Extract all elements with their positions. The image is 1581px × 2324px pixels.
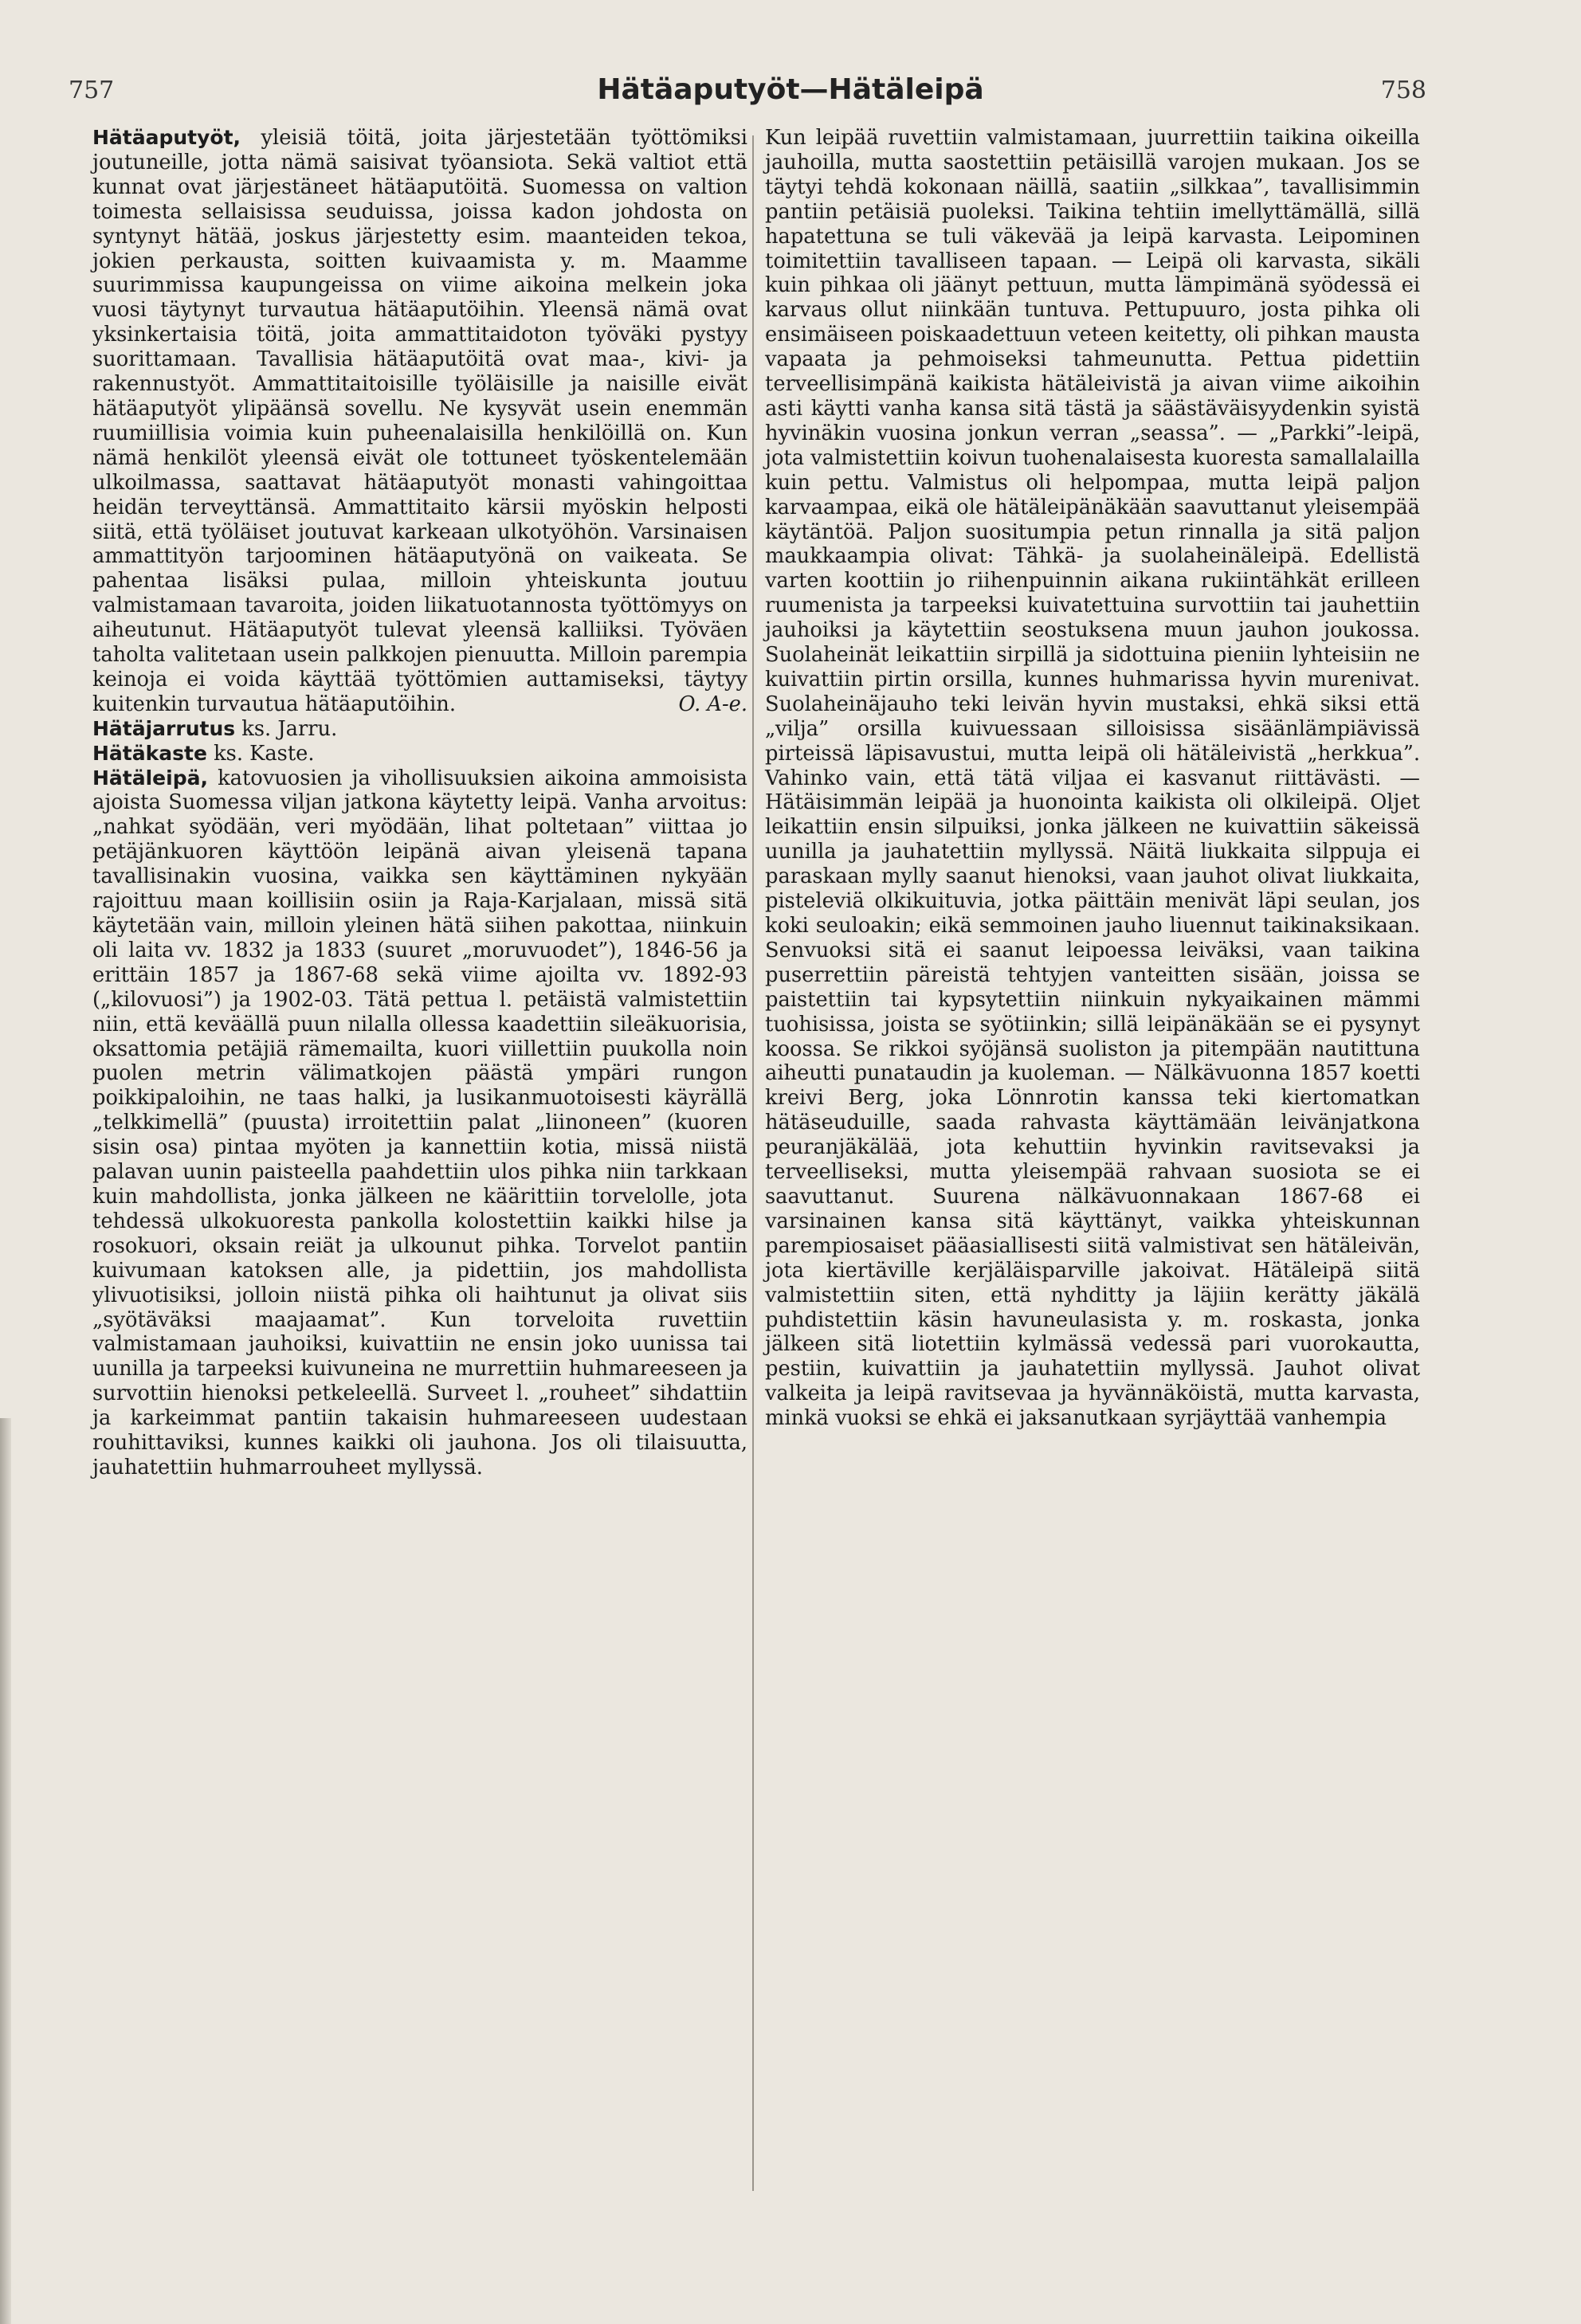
headword: Hätäkaste	[92, 741, 207, 765]
entry-continuation: Kun leipää ruvettiin valmistamaan, juurrettiin taikina oikeilla jauhoilla, mutta saostettiin petäisillä varojen mukaan. Jos se täytyi tehdä kokonaan näillä, saatiin „silkkaa”, tavallisimmin pantiin petäisiä puoleksi. Taikina tehtiin imellyttämällä, sillä hapatettuna se tuli väkevää ja leipä karvasta. Leipominen toimitettiin tavalliseen tapaan. — Leipä oli karvasta, sikäli kuin pihkaa oli jäänyt pettuun, mutta lämpimänä syödessä ei karvaus ollut niinkään tuntuva. Pettupuuro, josta pihka oli ensimäiseen poiskaadettuun veteen keitetty, oli pihkan mausta vapaata ja pehmoiseksi tahmeunutta. Pettua pidettiin terveellisimpänä kaikista hätäleivistä ja aivan viime aikoihin asti käytti vanha kansa sitä tästä ja säästäväisyydenkin syistä hyvinäkin vuosina jonkun verran „seassa”. — „Parkki”-leipä, jota valmistettiin koivun tuohenalaisesta kuoresta samallalailla kuin pettu. Valmistus oli helpompaa, mutta leipä paljon karvaampaa, eikä ole hätäleipänäkään saavuttanut yleisempää käytäntöä. Paljon suositumpia petun rinnalla ja sitä paljon maukkaampia olivat: Tähkä- ja suolaheinäleipä. Edellistä varten koottiin jo riihenpuinnin aikana rukiintähkät erilleen ruumenista ja tarpeeksi kuivatettuina survottiin tai jauhettiin jauhoiksi ja käytettiin seostuksena muun jauhon joukossa. Suolaheinät leikattiin sirpillä ja sidottuina pieniin lyhteisiin ne kuivattiin pirtin orsilla, kunnes huhmarissa hyvin murenivat. Suolaheinäjauho teki leivän hyvin mustaksi, ehkä siksi että „vilja” orsilla kuivuessaan silloisissa sisäänlämpiävissä pirteissä läpisavustui, mutta leipä oli hätäleivistä „herkkua”. Vahinko vain, että tätä viljaa ei kasvanut riittävästi. — Hätäisimmän leipää ja huonointa kaikista oli olkileipä. Oljet leikattiin ensin silpuiksi, jonka jälkeen ne kuivattiin säkeissä uunilla ja jauhatettiin myllyssä. Näitä liukkaita silppuja ei paraskaan mylly saanut hienoksi, vaan jauhot olivat liukkaita, pisteleviä olkikuituvia, jotka päittäin menivät läpi seulan, jos koki seuloakin; eikä semmoinen jauho liuennut taikinaksikaan. Senvuoksi sitä ei saanut leipoessa leiväksi, vaan taikina puserrettiin päreistä tehtyjen vanteitten sisään, joissa se paistettiin tai kypsytettiin niinkuin nykyaikainen mämmi tuohisissa, joista se syötiinkin; sillä leipänäkään se ei pysynyt koossa. Se rikkoi syöjänsä suoliston ja pitempään nautittuna aiheutti punataudin ja kuoleman. — Nälkävuonna 1857 koetti kreivi Berg, joka Lönnrotin kanssa teki kiertomatkan hätäseuduille, saada rahvasta käyttämään leivänjatkona peuranjäkälää, jota kehuttiin hyvinkin ravitsevaksi ja terveelliseksi, mutta yleisempää rahvaan suosiota se ei saavuttanut. Suurena nälkävuonnakaan 1867-68 ei varsinainen kansa sitä käyttänyt, vaikka yhteiskunnan parempiosaiset pääasiallisesti siitä valmistivat sen hätäleivän, jota kiertäville kerjäläisparville jakoivat. Hätäleipä siitä valmistettiin siten, että nyhditty ja läjiin kerätty jäkälä puhdistettiin käsin havuneulasista y. m. roskasta, jonka jälkeen sitä liotettiin kylmässä vedessä pari vuorokautta, pestiin, kuivattiin ja jauhatettiin myllyssä. Jauhot olivat valkeita ja leipä ravitsevaa ja hyvännäköistä, mutta karvasta, minkä vuoksi se ehkä ei jaksanutkaan syrjäyttää vanhempia	[765, 126, 1420, 1431]
headword: Hätäaputyöt,	[92, 126, 241, 149]
entry-hatakaste	[92, 742, 747, 766]
author-signature: O. A-e.	[678, 692, 747, 716]
entry-text: yleisiä töitä, joita järjestetään työttömiksi joutuneille, jotta nämä saisivat työansiota. Sekä valtiot että kunnat ovat järjestäneet hätäaputöitä. Suomessa on valtion toimesta sellaisissa seuduissa, joissa kadon johdosta on syntynyt hätää, joskus järjestetty esim. maanteiden tekoa, jokien perkausta, soitten kuivaamista y. m. Maamme suurimmissa kaupungeissa on viime aikoina melkein joka vuosi täytynyt turvautua hätäaputöihin. Yleensä nämä ovat yksinkertaisia töitä, joita ammattitaidoton työväki pystyy suorittamaan. Tavallisia hätäaputöitä ovat maa-, kivi- ja rakennustyöt. Ammattitaitoisille työläisille ja naisille eivät hätäaputyöt ylipäänsä sovellu. Ne kysyvät usein enemmän ruumiillisia voimia kuin puheenalaisilla henkilöillä on. Kun nämä henkilöt yleensä eivät ole tottuneet työskentelemään ulkoilmassa, saattavat hätäaputyöt monasti vahingoittaa heidän terveyttänsä. Ammattitaito kärsii myöskin helposti siitä, että työläiset joutuvat karkeaan ulkotyöhön. Varsinaisen ammattityön tarjoominen hätäaputyönä on vaikeata. Se pahentaa lisäksi pulaa, milloin yhteiskunta joutuu valmistamaan tavaroita, joiden liikatuotannosta työttömyys on aiheutunut. Hätäaputyöt tulevat yleensä kalliiksi. Työväen taholta valitetaan usein palkkojen pienuutta. Milloin parempia keinoja ei voida käyttää työttömien auttamiseksi, täytyy kuitenkin turvautua hätäaputöihin.	[92, 126, 747, 716]
entry-hatajarrutus	[92, 717, 747, 742]
right-page-number: 758	[1380, 76, 1426, 104]
left-column	[92, 126, 747, 1480]
page-edge-shadow	[0, 1418, 11, 2324]
headword: Hätäjarrutus	[92, 716, 236, 740]
cross-reference: ks. Jarru.	[235, 716, 338, 741]
running-title: Hätäaputyöt—Hätäleipä	[597, 73, 984, 106]
column-divider	[752, 135, 754, 2191]
cross-reference: ks. Kaste.	[206, 741, 315, 766]
entry-text: katovuosien ja vihollisuuksien aikoina ammoisista ajoista Suomessa viljan jatkona käytetty leipä. Vanha arvoitus: „nahkat syödään, veri myödään, lihat poltetaan” viittaa jo petäjänkuoren käyttöön leipänä aivan yleisenä tapana tavallisinakin vuosina, vaikka sen käyttäminen nykyään rajoittuu maan koillisiin osiin ja Raja-Karjalaan, missä sitä käytetään vain, milloin yleinen hätä siihen pakottaa, niinkuin oli laita vv. 1832 ja 1833 (suuret „moruvuodet”), 1846-56 ja erittäin 1857 ja 1867-68 sekä viime ajoilta vv. 1892-93 („kilovuosi”) ja 1902-03. Tätä pettua l. petäistä valmistettiin niin, että keväällä puun nilalla ollessa kaadettiin sileäkuorisia, oksattomia petäjiä rämemailta, kuori viillettiin puukolla noin puolen metrin välimatkojen päästä ympäri rungon poikkipaloihin, ne taas halki, ja lusikanmuotoisesti käyrällä „telkkimellä” (puusta) irroitettiin palat „liinoneen” (kuoren sisin osa) pintaa myöten ja kannettiin kotia, missä niistä palavan uunin paisteella paahdettiin ulos pihka niin tarkkaan kuin mahdollista, jonka jälkeen ne käärittiin torvelolle, jota tehdessä ulkokuoresta pankolla kolostettiin kaikki hilse ja rosokuori, oksain reiät ja ulkounut pihka. Torvelot pantiin kuivumaan katoksen alle, ja pidettiin, jos mahdollista ylivuotisiksi, jolloin niistä pihka oli haihtunut ja olivat siis „syötäväksi maajaamat”. Kun torveloita ruvettiin valmistamaan jauhoiksi, kuivattiin ne ensin joko uunissa tai uunilla ja tarpeeksi kuivuneina ne murrettiin huhmareeseen ja survottiin hienoksi petkeleellä. Surveet l. „rouheet” sihdattiin ja karkeimmat pantiin takaisin huhmareeseen uudestaan rouhittaviksi, kunnes kaikki oli jauhona. Jos oli tilaisuutta, jauhatettiin huhmarrouheet myllyssä.	[92, 766, 747, 1479]
page-header	[0, 73, 1581, 116]
right-column	[765, 126, 1420, 1431]
entry-hataaputyot	[92, 126, 747, 717]
entry-hataleipa	[92, 766, 747, 1480]
headword: Hätäleipä,	[92, 766, 208, 790]
left-page-number: 757	[69, 76, 115, 104]
